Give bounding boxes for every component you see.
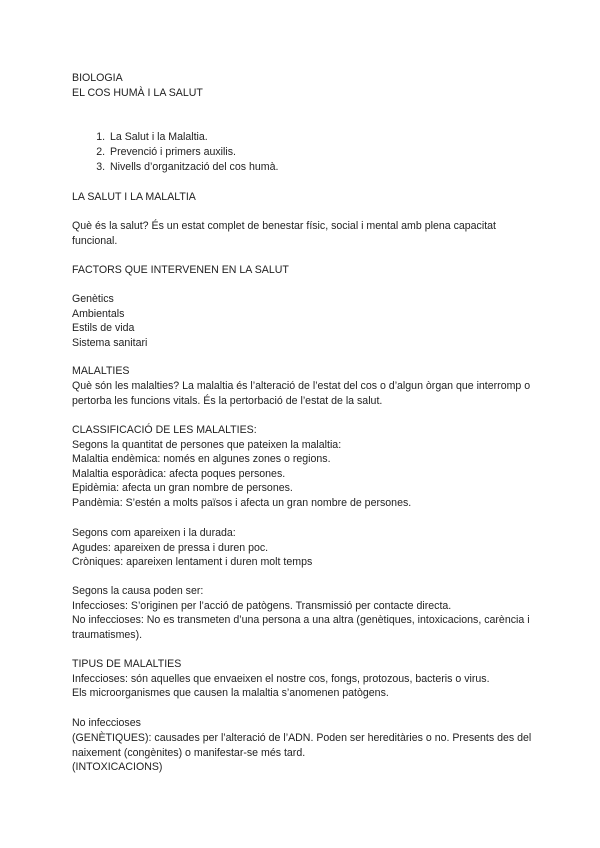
classification-line: No infeccioses: No es transmeten d’una persona a una altra (genètiques, intoxicacions, carència i traumatismes).	[72, 614, 530, 641]
classification-line: Malaltia endèmica: només en algunes zones o regions.	[72, 453, 331, 466]
geneticas-block	[72, 731, 532, 775]
malalties-text-block	[72, 379, 532, 408]
classification-line: Segons la causa poden ser:	[72, 585, 204, 597]
factor-item: Estils de vida	[72, 322, 135, 335]
section-heading: FACTORS QUE INTERVENEN EN LA SALUT	[72, 264, 289, 276]
toc-item: 3. Nivells d’organització del cos humà.	[108, 160, 278, 175]
no-infeccioses-title-block	[72, 716, 532, 731]
section-heading: LA SALUT I LA MALALTIA	[72, 191, 196, 203]
classification-line: Agudes: apareixen de pressa i duren poc.	[72, 541, 269, 554]
malalties-heading-block	[72, 364, 532, 379]
classification-line: Infeccioses: S’originen per l’acció de patògens. Transmissió per contacte directa.	[72, 599, 452, 612]
tipus-subheading: No infeccioses	[72, 717, 141, 729]
unit-title: EL COS HUMÀ I LA SALUT	[72, 86, 203, 99]
section-heading: MALALTIES	[72, 365, 130, 377]
tipus-line: Infeccioses: són aquelles que envaeixen el nostre cos, fongs, protozous, bacteris o virus.	[72, 672, 490, 685]
classification-line: Segons la quantitat de persones que pateixen la malaltia:	[72, 438, 342, 451]
subject-title: BIOLOGIA	[72, 72, 123, 84]
tipus-line: (INTOXICACIONS)	[72, 761, 163, 774]
classification-line: Pandèmia: S’estén a molts països i afecta un gran nombre de persones.	[72, 496, 412, 509]
tipus-line: Els microorganismes que causen la malaltia s’anomenen patògens.	[72, 687, 389, 700]
tipus-line: (GENÈTIQUES): causades per l’alteració de l’ADN. Poden ser hereditàries o no. Presents des del naixement (congènites) o manifestar-se més tard.	[72, 732, 532, 759]
classification-line: Segons com apareixen i la durada:	[72, 527, 236, 539]
causa-no-infeccioses-block	[72, 613, 532, 642]
factors-list	[72, 292, 532, 350]
salut-definition: Què és la salut? És un estat complet de benestar físic, social i mental amb plena capacitat funcional.	[72, 220, 496, 247]
table-of-contents	[88, 130, 278, 174]
classification-line: Cròniques: apareixen lentament i duren molt temps	[72, 556, 313, 569]
factors-heading-block	[72, 263, 532, 278]
section-salut-heading-block	[72, 190, 532, 205]
factor-item: Ambientals	[72, 307, 125, 320]
classification-line: Malaltia esporàdica: afecta poques persones.	[72, 467, 286, 480]
causa-intro-block	[72, 584, 532, 613]
section-heading: CLASSIFICACIÓ DE LES MALALTIES:	[72, 424, 257, 436]
toc-item: 1. La Salut i la Malaltia.	[108, 130, 278, 145]
section-heading: TIPUS DE MALALTIES	[72, 658, 182, 670]
toc-item: 2. Prevenció i primers auxilis.	[108, 145, 278, 160]
factor-item: Sistema sanitari	[72, 336, 148, 349]
tipus-block	[72, 657, 532, 701]
classification-line: Epidèmia: afecta un gran nombre de persones.	[72, 482, 293, 495]
factor-item: Genètics	[72, 293, 114, 305]
malalties-definition: Què són les malalties? La malaltia és l’alteració de l’estat del cos o d’algun òrgan que interromp o pertorba les funcions vitals. És la pertorbació de l’estat de la salut.	[72, 380, 531, 407]
document-header	[72, 71, 532, 100]
classificacio-block	[72, 423, 532, 511]
durada-block	[72, 526, 532, 570]
salut-definition-block	[72, 219, 532, 248]
